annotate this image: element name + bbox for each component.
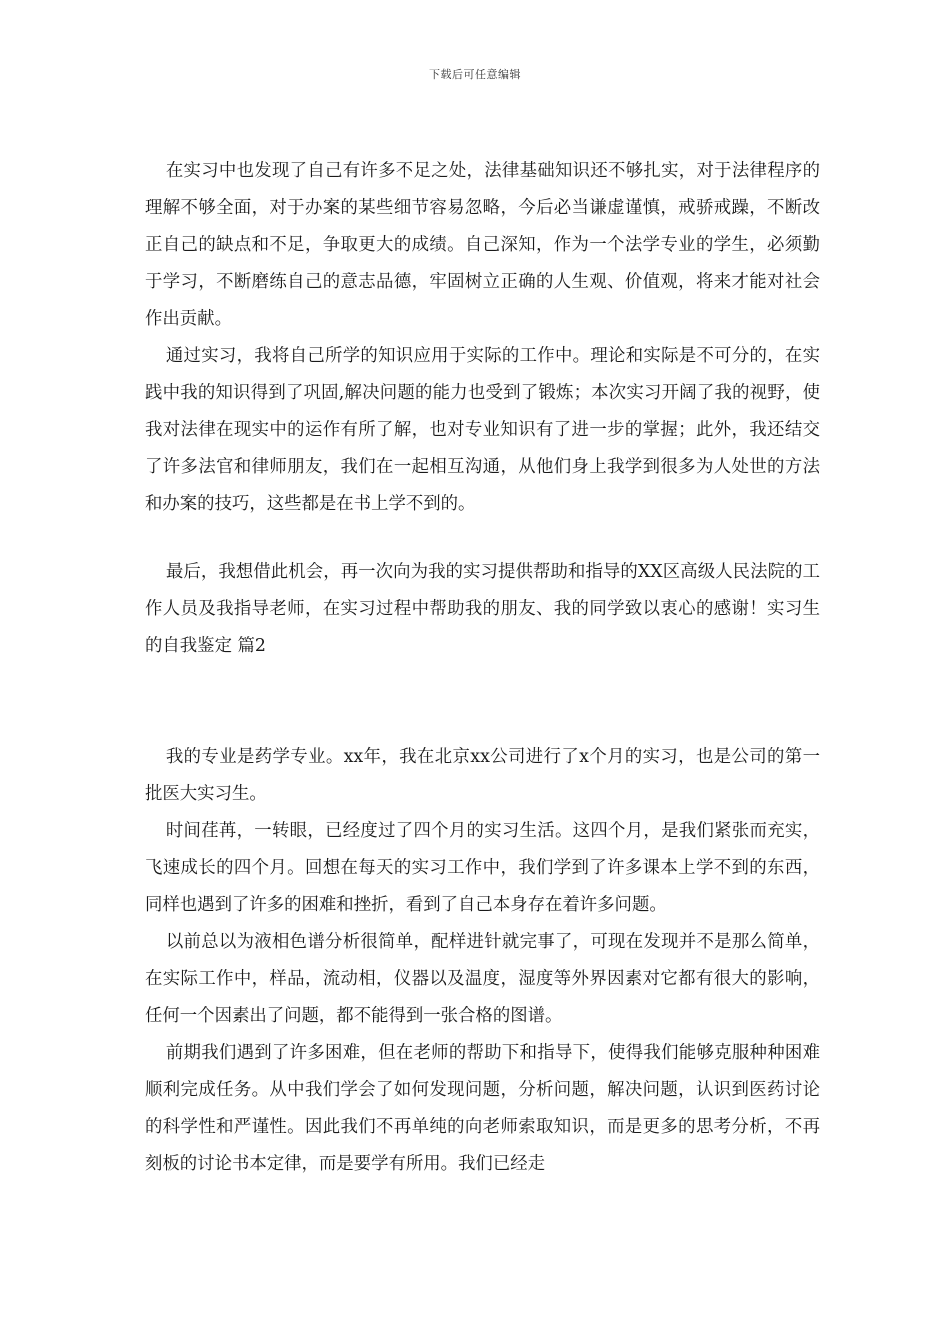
paragraph-5: 时间荏苒，一转眼，已经度过了四个月的实习生活。这四个月，是我们紧张而充实，飞速成长的四个月。回想在每天的实习工作中，我们学到了许多课本上学不到的东西，同样也遇到了许多的困难和挫折，看到了自己本身存在着许多问题。 <box>145 821 820 915</box>
paragraph-7: 前期我们遇到了许多困难，但在老师的帮助下和指导下，使得我们能够克服种种困难顺利完成任务。从中我们学会了如何发现问题，分析问题，解决问题，认识到医药讨论的科学性和严谨性。因此我们不再单纯的向老师索取知识，而是更多的思考分析，不再刻板的讨论书本定律，而是要学有所用。我们已经走 <box>145 1043 820 1174</box>
section-spacer <box>145 665 820 739</box>
paragraph-3: 最后，我想借此机会，再一次向为我的实习提供帮助和指导的XX区高级人民法院的工作人员及我指导老师，在实习过程中帮助我的朋友、我的同学致以衷心的感谢！实习生的自我鉴定 篇2 <box>145 562 820 656</box>
page-header: 下载后可任意编辑 <box>429 68 521 81</box>
paragraph-4: 我的专业是药学专业。xx年，我在北京xx公司进行了x个月的实习，也是公司的第一批医大实习生。 <box>145 747 820 804</box>
paragraph-spacer <box>145 523 820 554</box>
paragraph-2: 通过实习，我将自己所学的知识应用于实际的工作中。理论和实际是不可分的，在实践中我的知识得到了巩固,解决问题的能力也受到了锻炼；本次实习开阔了我的视野，使我对法律在现实中的运作有所了解，也对专业知识有了进一步的掌握；此外，我还结交了许多法官和律师朋友，我们在一起相互沟通，从他们身上我学到很多为人处世的方法和办案的技巧，这些都是在书上学不到的。 <box>145 346 820 514</box>
paragraph-1: 在实习中也发现了自己有许多不足之处，法律基础知识还不够扎实，对于法律程序的理解不够全面，对于办案的某些细节容易忽略，今后必当谦虚谨慎，戒骄戒躁，不断改正自己的缺点和不足，争取更大的成绩。自己深知，作为一个法学专业的学生，必须勤于学习，不断磨练自己的意志品德，牢固树立正确的人生观、价值观，将来才能对社会作出贡献。 <box>145 161 820 329</box>
paragraph-6: 以前总以为液相色谱分析很简单，配样进针就完事了，可现在发现并不是那么简单，在实际工作中，样品，流动相，仪器以及温度，湿度等外界因素对它都有很大的影响，任何一个因素出了问题，都不能得到一张合格的图谱。 <box>145 932 820 1026</box>
document-body <box>145 153 820 1183</box>
